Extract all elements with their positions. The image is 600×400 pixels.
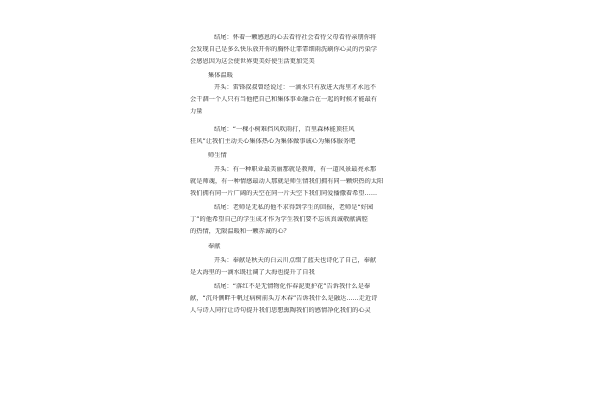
text-line-21: 献，“沉舟侧畔千帆过病树前头万木春”告诉我什么是融达……走近诗 bbox=[190, 295, 378, 302]
text-line-11: 开头：有一种职业最美丽那就是教师，有一道风景最亮永那 bbox=[214, 166, 377, 173]
text-line-20: 结尾：“落红不是无情物化作春泥更护花”告诉我什么是奉 bbox=[214, 283, 371, 290]
text-line-9: 狂风”让我们主动关心集体热心为集体做事诚心为集体服务吧 bbox=[190, 138, 356, 145]
section-heading-teacher-student: 师生情 bbox=[208, 152, 227, 159]
text-line-8: 结尾：“一棵小树难挡风吹雨打，百里森林能顶狂风 bbox=[214, 126, 355, 133]
text-line-12: 就是师魂，有一种情感最动人那就是师生情我们拥有同一颗炽热的太阳 bbox=[190, 178, 384, 185]
text-line-18: 开头：奉献是秋天的白云川点缀了蓝天也诗化了自己，奉献 bbox=[214, 257, 377, 264]
text-line-7: 力量 bbox=[190, 108, 203, 115]
text-line-16: 的热情，无限温暖和一颗赤诚的心？ bbox=[190, 228, 290, 235]
text-line-3: 会感恩因为这会使世界更美好使生活更加完美 bbox=[190, 58, 315, 65]
section-heading-collective-warmth: 集体温暖 bbox=[208, 72, 233, 79]
text-line-1: 结尾：怀着一颗感恩的心去看待社会看待父母看待亲朋你将 bbox=[214, 34, 377, 41]
text-line-6: 会干涸一个人只有当他把自己和集体事业融合在一起的时候才能最有 bbox=[190, 96, 378, 103]
text-line-5: 开头：雷锋叔叔曾经说过：一滴水只有放进大海里才永远不 bbox=[214, 84, 377, 91]
text-line-2: 会发现自己是多么快乐放开你的胸怀让霏霏细雨洗刷你心灵的污染学 bbox=[190, 46, 378, 53]
text-line-19: 是大海里的一滴水既壮阔了大海也提升了自我 bbox=[190, 269, 315, 276]
text-line-13: 我们拥有同一片广阔的天空在同一片天空下我们同爱播撒着希望…… bbox=[190, 190, 378, 197]
text-line-15: 丁”的他希望自己的学生成才作为学生我们要不忘该真诚敬献满腔 bbox=[190, 216, 368, 223]
text-line-14: 结尾：老师是无私的他不求得到学生的回报，老师是“好园 bbox=[214, 204, 374, 211]
section-heading-dedication: 奉献 bbox=[208, 243, 221, 250]
text-line-22: 人与诗人同行让诗句提升我们思想熏陶我们的感情净化我们的心灵 bbox=[190, 307, 371, 314]
